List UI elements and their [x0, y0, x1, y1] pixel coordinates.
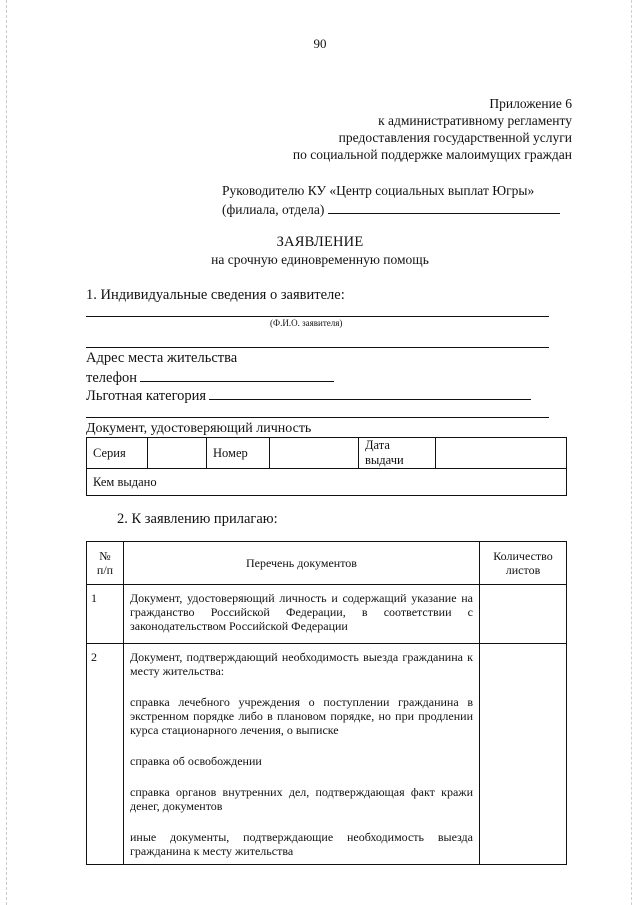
recipient-branch-field[interactable] — [328, 200, 560, 214]
issue-date-label: Дата выдачи — [359, 438, 436, 469]
document-title: ЗАЯВЛЕНИЕ — [276, 234, 364, 250]
page-number: 90 — [313, 36, 327, 51]
id-document-row-1 — [87, 438, 567, 469]
row1-sheet-count[interactable] — [480, 585, 567, 644]
appendix-line-3: предоставления государственной услуги — [338, 130, 572, 145]
fio-field-continuation[interactable] — [86, 347, 549, 348]
issued-by-label: Кем выдано — [93, 474, 157, 489]
row2-paragraph-4: справка органов внутренних дел, подтверждающая факт кражи денег, документов — [130, 785, 473, 813]
appendix-line-2: к административному регламенту — [378, 113, 572, 128]
attachments-row-2 — [87, 644, 567, 865]
number-label: Номер — [207, 438, 270, 469]
id-document-label: Документ, удостоверяющий личность — [86, 421, 312, 436]
category-label: Льготная категория — [86, 388, 207, 404]
series-field[interactable] — [148, 438, 207, 469]
row2-paragraph-3: справка об освобождении — [130, 754, 262, 768]
row2-sheet-count[interactable] — [480, 644, 567, 865]
attachments-table — [86, 541, 567, 865]
header-number-line-1: № — [99, 549, 111, 563]
phone-label: телефон — [86, 370, 138, 386]
row1-description: Документ, удостоверяющий личность и содержащий указание на гражданство Российской Федерации, в соответствии с законодательством Российской Федерации — [124, 585, 480, 644]
series-label: Серия — [87, 438, 148, 469]
scan-edge-right — [631, 0, 632, 905]
row2-number: 2 — [87, 644, 124, 865]
recipient-block — [222, 181, 582, 219]
fio-caption: (Ф.И.О. заявителя) — [270, 318, 343, 328]
recipient-line-1: Руководителю КУ «Центр социальных выплат Югры» — [222, 183, 535, 198]
issued-by-field[interactable] — [87, 469, 567, 496]
id-document-table — [86, 437, 567, 496]
recipient-branch-label: (филиала, отдела) — [222, 202, 325, 217]
recipient-line-2 — [222, 200, 582, 219]
attachments-row-1 — [87, 585, 567, 644]
appendix-header — [293, 95, 572, 163]
scan-edge-left — [6, 0, 7, 905]
fio-field[interactable] — [86, 316, 549, 317]
header-number-line-2: п/п — [96, 563, 114, 577]
address-row — [86, 350, 237, 367]
header-sheet-count — [480, 542, 567, 585]
phone-row — [86, 369, 334, 387]
row2-paragraph-5: иные документы, подтверждающие необходимость выезда гражданина к месту жительства — [130, 830, 473, 858]
header-qty-line-2: листов — [505, 563, 541, 577]
id-document-row-2 — [87, 469, 567, 496]
row2-paragraph-2: справка лечебного учреждения о поступлении гражданина в экстренном порядке либо в плановом порядке, но при продлении курса стационарного лечения, о выписке — [130, 695, 473, 737]
attachments-header-row — [87, 542, 567, 585]
appendix-line-1: Приложение 6 — [489, 96, 572, 111]
category-field-continuation[interactable] — [86, 417, 549, 418]
appendix-line-4: по социальной поддержке малоимущих граждан — [292, 147, 572, 162]
section1-heading: 1. Индивидуальные сведения о заявителе: — [86, 287, 345, 303]
document-subtitle: на срочную единовременную помощь — [211, 252, 429, 267]
category-row — [86, 387, 531, 405]
section2-heading: 2. К заявлению прилагаю: — [117, 511, 278, 527]
phone-field[interactable] — [140, 369, 334, 382]
issue-date-field[interactable] — [436, 438, 567, 469]
row1-number: 1 — [87, 585, 124, 644]
header-number — [87, 542, 124, 585]
address-label: Адрес места жительства — [86, 350, 238, 366]
row2-description — [124, 644, 480, 865]
number-field[interactable] — [270, 438, 359, 469]
row2-paragraph-1: Документ, подтверждающий необходимость выезда гражданина к месту жительства: — [130, 650, 473, 678]
header-qty-line-1: Количество — [493, 549, 553, 563]
header-document-list: Перечень документов — [124, 542, 480, 585]
category-field[interactable] — [209, 387, 531, 400]
